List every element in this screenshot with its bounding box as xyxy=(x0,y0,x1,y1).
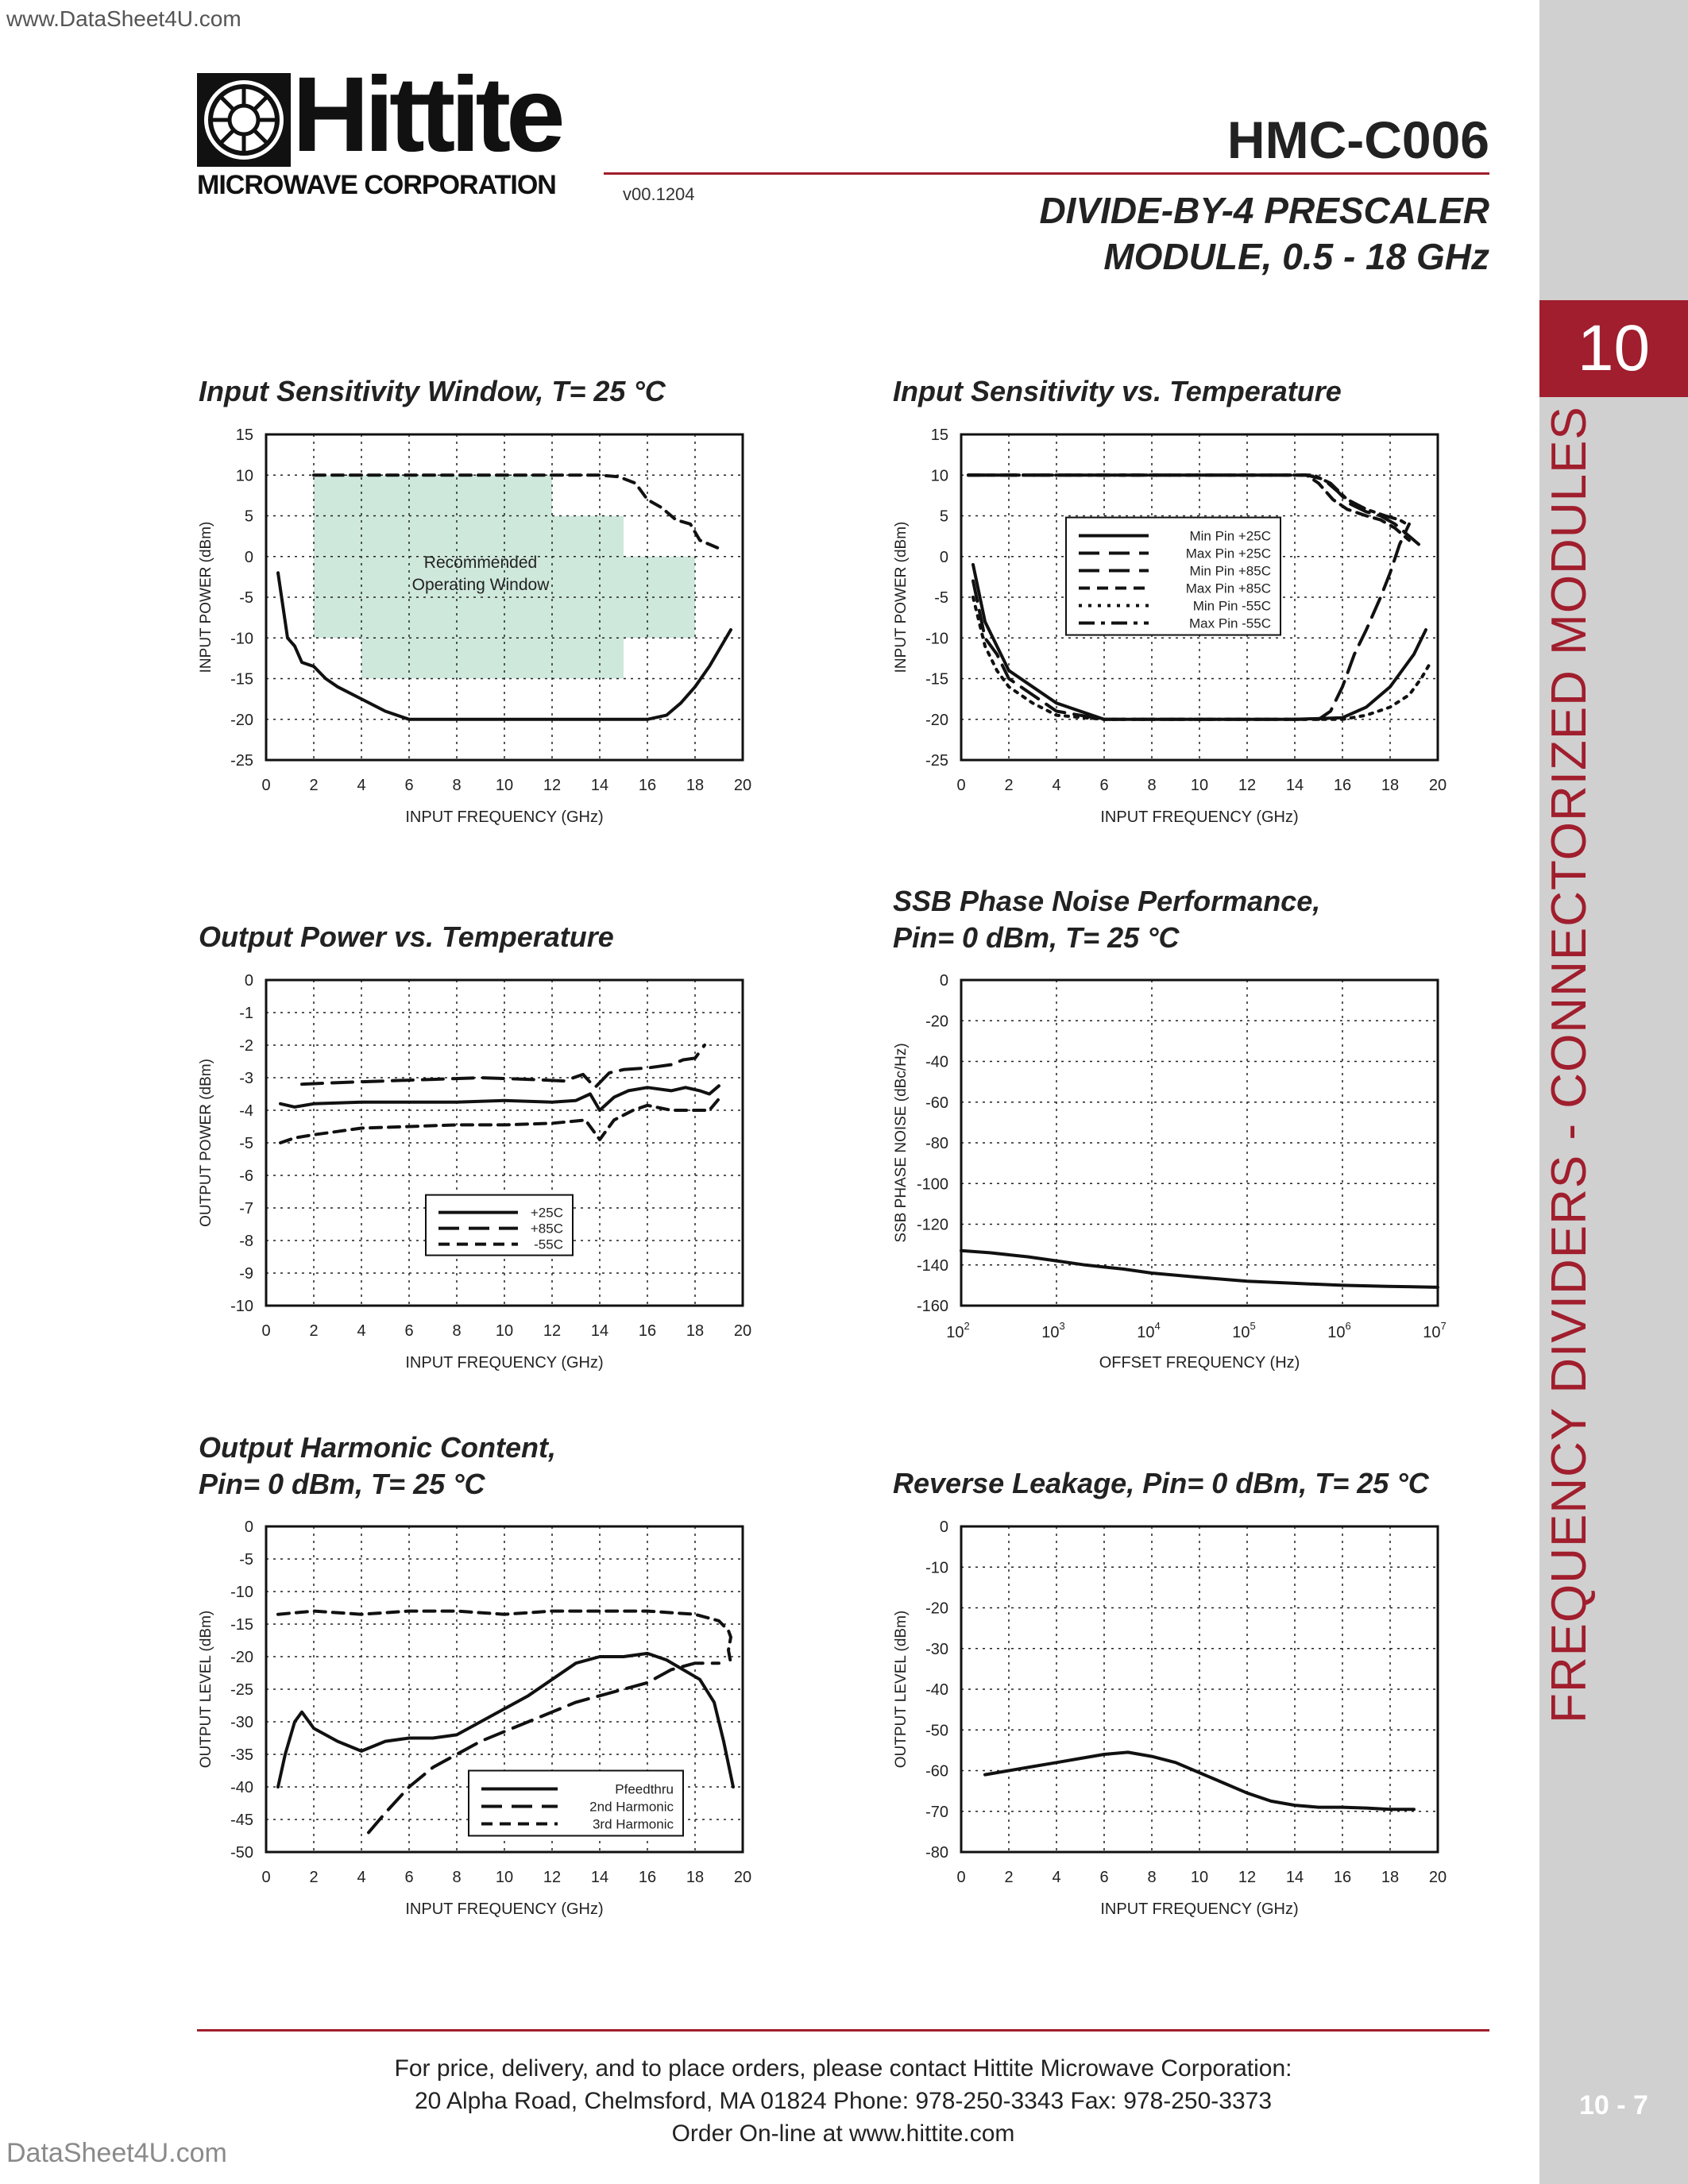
operating-window-label: Recommended xyxy=(423,553,538,572)
chart-4-title-line-1: SSB Phase Noise Performance, xyxy=(893,885,1321,917)
legend-label: Max Pin -55C xyxy=(1189,615,1271,631)
y-tick-label: -50 xyxy=(230,1844,253,1862)
x-tick-label: 2 xyxy=(1004,777,1014,794)
x-tick-label: 10 xyxy=(1190,1869,1209,1886)
x-tick-label: 0 xyxy=(261,1322,271,1340)
x-tick-label: 14 xyxy=(590,1322,609,1340)
x-tick-label: 20 xyxy=(733,1869,752,1886)
y-tick-label: -25 xyxy=(230,752,253,770)
y-tick-label: -120 xyxy=(916,1216,948,1234)
x-tick-label: 18 xyxy=(686,1869,705,1886)
y-tick-label: -6 xyxy=(239,1167,253,1185)
y-axis-label: INPUT POWER (dBm) xyxy=(893,521,910,673)
legend-label: 3rd Harmonic xyxy=(592,1816,674,1832)
chart-6-title-line: Reverse Leakage, Pin= 0 dBm, T= 25 °C xyxy=(893,1467,1429,1499)
y-tick-label: -20 xyxy=(925,1599,948,1618)
chart-4-title xyxy=(893,883,1320,956)
x-tick-label: $10^2$ xyxy=(946,1320,970,1341)
header-rule xyxy=(604,172,1489,175)
series-line-1 xyxy=(280,1086,719,1110)
x-tick-label: 20 xyxy=(1428,777,1447,794)
x-tick-label: 12 xyxy=(543,1322,562,1340)
x-tick-label: 8 xyxy=(452,1869,462,1886)
y-tick-label: -40 xyxy=(230,1779,253,1796)
y-tick-label: -1 xyxy=(239,1005,253,1022)
x-tick-label: 2 xyxy=(309,1322,319,1340)
footer-line-3[interactable]: Order On-line at www.hittite.com xyxy=(671,2120,1015,2147)
chart-output-harmonic-content xyxy=(187,1517,790,1930)
y-tick-label: -60 xyxy=(925,1762,948,1781)
chart-input-sensitivity-window xyxy=(187,425,790,838)
watermark-top[interactable]: www.DataSheet4U.com xyxy=(6,6,241,31)
x-tick-label: 18 xyxy=(686,777,705,794)
y-tick-label: 0 xyxy=(244,1518,253,1536)
y-tick-label: -25 xyxy=(230,1681,253,1699)
x-tick-label: 20 xyxy=(1428,1869,1447,1886)
x-tick-label: $10^5$ xyxy=(1232,1320,1256,1341)
x-tick-label: 20 xyxy=(733,1322,752,1340)
y-tick-label: -30 xyxy=(230,1714,253,1731)
legend-label: Pfeedthru xyxy=(615,1781,674,1797)
x-tick-label: 6 xyxy=(404,1869,414,1886)
x-axis-label: INPUT FREQUENCY (GHz) xyxy=(405,1900,604,1918)
series-line-1 xyxy=(985,1752,1414,1809)
x-tick-label: 12 xyxy=(543,1869,562,1886)
x-axis-label: INPUT FREQUENCY (GHz) xyxy=(1100,1900,1299,1918)
x-tick-label: 8 xyxy=(1147,777,1157,794)
y-tick-label: -30 xyxy=(925,1640,948,1658)
x-tick-label: 0 xyxy=(956,1869,966,1886)
footer-line-1: For price, delivery, and to place orders, please contact Hittite Microwave Corporation: xyxy=(394,2055,1292,2082)
subtitle-line-1: DIVIDE-BY-4 PRESCALER xyxy=(1039,190,1489,231)
logo-name: Hittite xyxy=(292,56,561,174)
x-tick-label: 10 xyxy=(495,1322,514,1340)
legend-label: Max Pin +25C xyxy=(1185,546,1271,561)
version: v00.1204 xyxy=(623,184,695,204)
chart-5-title xyxy=(199,1430,556,1503)
watermark-bottom[interactable]: DataSheet4U.com xyxy=(6,2138,227,2168)
y-tick-label: -5 xyxy=(239,1551,253,1569)
y-tick-label: -15 xyxy=(925,670,948,689)
x-tick-label: 12 xyxy=(543,777,562,794)
x-tick-label: 6 xyxy=(404,1322,414,1340)
x-tick-label: 8 xyxy=(1147,1869,1157,1886)
x-tick-label: 18 xyxy=(686,1322,705,1340)
y-tick-label: 15 xyxy=(235,426,253,444)
x-tick-label: 2 xyxy=(309,777,319,794)
x-tick-label: 0 xyxy=(261,1869,271,1886)
x-axis-label: OFFSET FREQUENCY (Hz) xyxy=(1099,1354,1300,1372)
chart-3-title-line: Output Power vs. Temperature xyxy=(199,920,614,953)
y-tick-label: -40 xyxy=(925,1681,948,1699)
x-tick-label: 12 xyxy=(1238,1869,1257,1886)
y-axis-label: OUTPUT LEVEL (dBm) xyxy=(198,1610,214,1769)
legend-label: -55C xyxy=(534,1237,563,1252)
x-tick-label: 12 xyxy=(1238,777,1257,794)
x-tick-label: 4 xyxy=(1052,777,1061,794)
y-tick-label: 0 xyxy=(939,548,948,566)
x-axis-label: INPUT FREQUENCY (GHz) xyxy=(405,808,604,826)
y-tick-label: -15 xyxy=(230,670,253,689)
y-tick-label: -7 xyxy=(239,1200,253,1217)
y-tick-label: -35 xyxy=(230,1746,253,1764)
x-tick-label: 18 xyxy=(1381,1869,1400,1886)
x-tick-label: 8 xyxy=(452,777,462,794)
y-tick-label: -5 xyxy=(239,589,253,607)
series-line-1 xyxy=(961,1251,1438,1287)
part-number: HMC-C006 xyxy=(1226,110,1489,169)
y-tick-label: -5 xyxy=(239,1135,253,1152)
y-tick-label: -50 xyxy=(925,1722,948,1740)
y-tick-label: -80 xyxy=(925,1844,948,1862)
legend-label: Min Pin +85C xyxy=(1189,563,1271,579)
chart-5-title-line-1: Output Harmonic Content, xyxy=(199,1431,556,1464)
y-tick-label: -45 xyxy=(230,1812,253,1829)
x-tick-label: 14 xyxy=(590,777,609,794)
product-subtitle xyxy=(874,187,1489,280)
x-axis-label: INPUT FREQUENCY (GHz) xyxy=(1100,808,1299,826)
x-tick-label: 10 xyxy=(495,1869,514,1886)
y-tick-label: -20 xyxy=(925,1013,948,1031)
x-tick-label: 16 xyxy=(638,1869,657,1886)
y-tick-label: -70 xyxy=(925,1803,948,1821)
footer-rule xyxy=(197,2029,1489,2032)
footer xyxy=(197,2052,1489,2150)
y-tick-label: -8 xyxy=(239,1233,253,1250)
y-tick-label: 0 xyxy=(939,1518,948,1536)
series-line-2 xyxy=(302,1045,705,1087)
y-axis-label: SSB PHASE NOISE (dBc/Hz) xyxy=(893,1043,910,1243)
x-tick-label: 16 xyxy=(1333,777,1352,794)
chart-4-title-line-2: Pin= 0 dBm, T= 25 °C xyxy=(893,921,1180,954)
x-tick-label: 20 xyxy=(733,777,752,794)
y-tick-label: -25 xyxy=(925,752,948,770)
chart-1-title-line: Input Sensitivity Window, T= 25 °C xyxy=(199,375,666,407)
y-tick-label: 0 xyxy=(939,972,948,990)
x-tick-label: 14 xyxy=(1285,777,1304,794)
logo-subtitle: MICROWAVE CORPORATION xyxy=(197,170,556,200)
y-tick-label: -15 xyxy=(230,1616,253,1634)
y-tick-label: 5 xyxy=(939,507,948,526)
y-tick-label: -10 xyxy=(230,1298,253,1315)
x-tick-label: $10^3$ xyxy=(1041,1320,1065,1341)
subtitle-line-2: MODULE, 0.5 - 18 GHz xyxy=(1103,236,1489,277)
x-tick-label: 16 xyxy=(638,1322,657,1340)
logo-emblem-icon xyxy=(197,73,291,167)
chart-5-title-line-2: Pin= 0 dBm, T= 25 °C xyxy=(199,1468,485,1500)
x-tick-label: 10 xyxy=(495,777,514,794)
y-tick-label: 15 xyxy=(930,426,948,444)
x-tick-label: 14 xyxy=(590,1869,609,1886)
section-tab: 10 xyxy=(1539,300,1688,397)
x-tick-label: 4 xyxy=(357,777,366,794)
y-tick-label: -10 xyxy=(230,1584,253,1601)
x-tick-label: 0 xyxy=(261,777,271,794)
y-tick-label: -140 xyxy=(916,1256,948,1275)
footer-line-2: 20 Alpha Road, Chelmsford, MA 01824 Phone: 978-250-3343 Fax: 978-250-3373 xyxy=(414,2088,1273,2114)
y-tick-label: -100 xyxy=(916,1175,948,1194)
side-title: FREQUENCY DIVIDERS - CONNECTORIZED MODULES xyxy=(1542,406,1597,1723)
y-tick-label: -10 xyxy=(925,1559,948,1577)
y-axis-label: OUTPUT POWER (dBm) xyxy=(198,1059,214,1227)
x-tick-label: 18 xyxy=(1381,777,1400,794)
x-tick-label: 14 xyxy=(1285,1869,1304,1886)
y-tick-label: -20 xyxy=(925,711,948,729)
y-tick-label: -160 xyxy=(916,1298,948,1315)
x-tick-label: 6 xyxy=(1099,1869,1109,1886)
x-tick-label: 6 xyxy=(404,777,414,794)
x-tick-label: 0 xyxy=(956,777,966,794)
chart-3-title xyxy=(199,919,614,955)
y-tick-label: -4 xyxy=(239,1102,253,1120)
x-tick-label: $10^6$ xyxy=(1327,1320,1351,1341)
y-tick-label: -3 xyxy=(239,1070,253,1087)
x-tick-label: $10^4$ xyxy=(1137,1320,1161,1341)
y-axis-label: INPUT POWER (dBm) xyxy=(198,521,214,673)
legend-label: Max Pin +85C xyxy=(1185,581,1271,596)
x-tick-label: 4 xyxy=(357,1322,366,1340)
x-tick-label: 2 xyxy=(1004,1869,1014,1886)
y-tick-label: 0 xyxy=(244,972,253,990)
y-tick-label: -5 xyxy=(934,589,948,607)
y-tick-label: -9 xyxy=(239,1265,253,1283)
y-tick-label: -10 xyxy=(230,630,253,648)
y-axis-label: OUTPUT LEVEL (dBm) xyxy=(893,1610,910,1769)
chart-input-sensitivity-temperature xyxy=(882,425,1485,838)
chart-2-title-line: Input Sensitivity vs. Temperature xyxy=(893,375,1342,407)
y-tick-label: 10 xyxy=(930,467,948,485)
y-tick-label: -80 xyxy=(925,1135,948,1152)
legend-label: 2nd Harmonic xyxy=(589,1799,674,1815)
legend-label: Min Pin +25C xyxy=(1189,528,1271,544)
y-tick-label: -20 xyxy=(230,711,253,729)
x-tick-label: 10 xyxy=(1190,777,1209,794)
x-axis-label: INPUT FREQUENCY (GHz) xyxy=(405,1354,604,1372)
y-tick-label: 5 xyxy=(244,507,253,526)
y-tick-label: -20 xyxy=(230,1649,253,1666)
y-tick-label: 10 xyxy=(235,467,253,485)
chart-6-title xyxy=(893,1465,1429,1502)
y-tick-label: -2 xyxy=(239,1037,253,1055)
chart-output-power-temperature xyxy=(187,970,790,1383)
series-line-3 xyxy=(280,1099,719,1143)
x-tick-label: 8 xyxy=(452,1322,462,1340)
x-tick-label: $10^7$ xyxy=(1423,1320,1447,1341)
x-tick-label: 6 xyxy=(1099,777,1109,794)
legend-label: +85C xyxy=(530,1221,563,1237)
operating-window-label: Operating Window xyxy=(411,575,550,594)
chart-1-title xyxy=(199,373,666,410)
y-tick-label: -10 xyxy=(925,630,948,648)
y-tick-label: -40 xyxy=(925,1053,948,1071)
chart-ssb-phase-noise xyxy=(882,970,1485,1383)
y-tick-label: -60 xyxy=(925,1094,948,1112)
x-tick-label: 16 xyxy=(1333,1869,1352,1886)
chart-reverse-leakage xyxy=(882,1517,1485,1930)
legend-label: +25C xyxy=(530,1205,563,1221)
legend-label: Min Pin -55C xyxy=(1192,598,1271,614)
y-tick-label: 0 xyxy=(244,548,253,566)
x-tick-label: 4 xyxy=(1052,1869,1061,1886)
page-number: 10 - 7 xyxy=(1579,2090,1648,2120)
x-tick-label: 4 xyxy=(357,1869,366,1886)
x-tick-label: 2 xyxy=(309,1869,319,1886)
x-tick-label: 16 xyxy=(638,777,657,794)
chart-2-title xyxy=(893,373,1342,410)
